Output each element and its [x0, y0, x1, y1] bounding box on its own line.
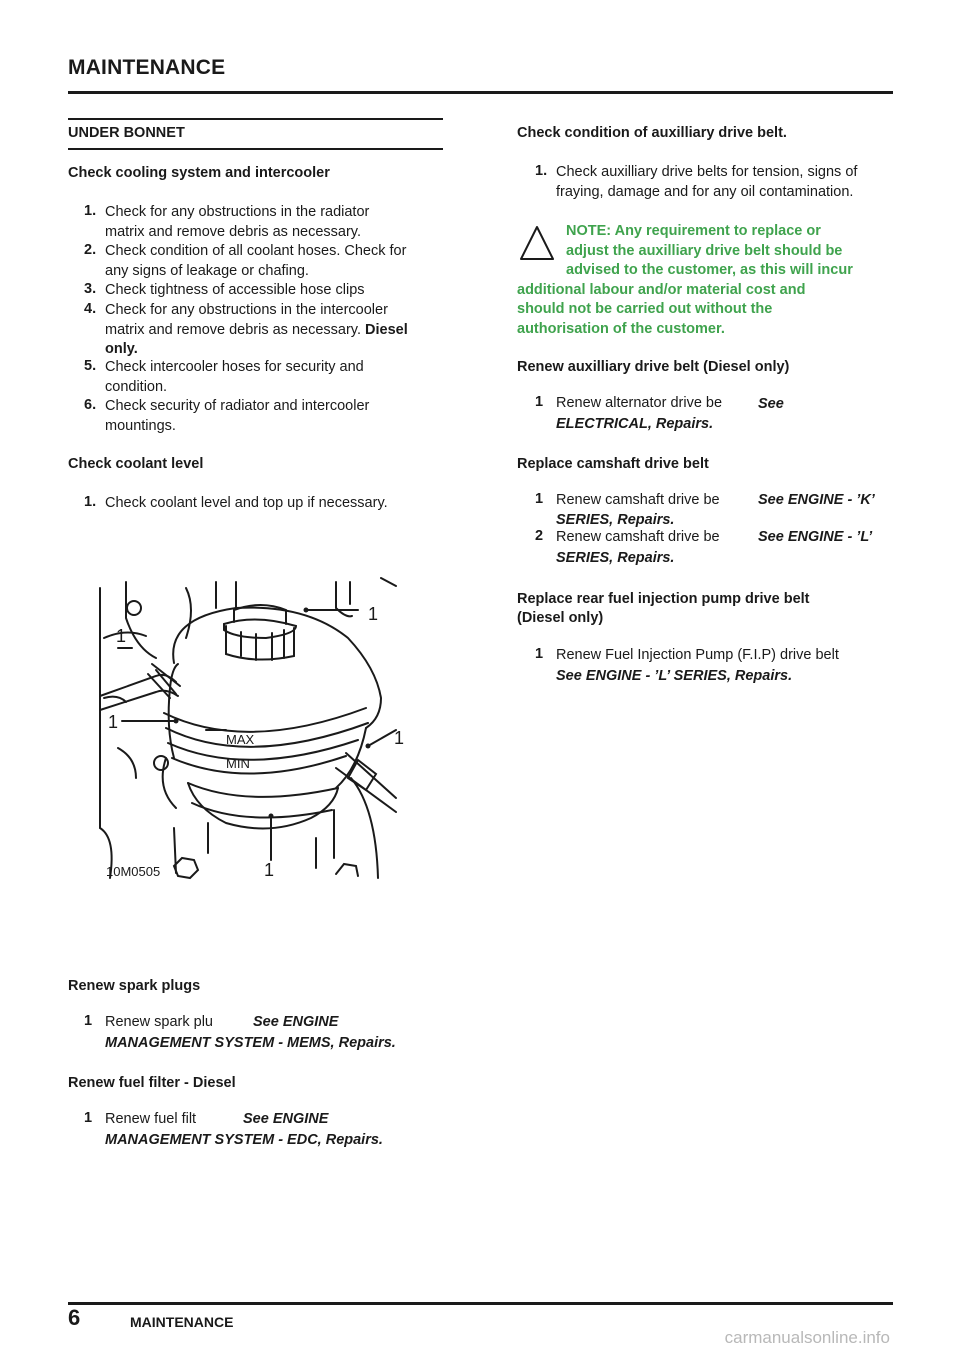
cooling-item-text [105, 242, 406, 281]
camshaft-item-ref: See ENGINE - ’K’ [758, 492, 875, 508]
note-line: authorisation of the customer. [517, 320, 725, 337]
aux-check-num: 1. [535, 163, 548, 179]
note-line: adjust the auxilliary drive belt should be [566, 242, 843, 259]
fuel-pump-item [517, 644, 897, 666]
fuel-pump-heading [517, 590, 810, 628]
cooling-item-line [105, 321, 408, 341]
note-block [517, 222, 853, 339]
aux-check-line: fraying, damage and for any oil contamination. [556, 183, 854, 200]
callout-1-bottom: 1 [264, 860, 275, 880]
note-line: advised to the customer, as this will incur [566, 262, 853, 278]
diesel-only-label: only. [105, 341, 138, 357]
aux-check-text [556, 163, 857, 202]
aux-check-line: Check auxilliary drive belts for tension, signs of [556, 164, 858, 180]
fuel-item-num: 1 [84, 1110, 93, 1126]
section-rule-top [68, 118, 443, 120]
spark-item [68, 1011, 448, 1030]
callout-1-left-top: 1 [116, 626, 127, 646]
cooling-item-num: 3. [84, 281, 97, 297]
fuel-item [68, 1108, 448, 1127]
cooling-item-line-text: matrix and remove debris as necessary. [105, 321, 362, 338]
cooling-item-num: 5. [84, 358, 97, 374]
coolant-item-text: Check coolant level and top up if necessary. [105, 495, 388, 511]
camshaft-item-ref-line2: SERIES, Repairs. [556, 512, 675, 528]
cooling-heading: Check cooling system and intercooler [68, 165, 330, 181]
aux-renew-heading: Renew auxilliary drive belt (Diesel only) [517, 359, 790, 375]
diesel-label: Diesel [365, 321, 408, 338]
camshaft-item-num: 1 [535, 491, 544, 507]
camshaft-item-2 [517, 526, 897, 548]
camshaft-item-ref: See ENGINE - ’L’ [758, 529, 873, 545]
fuel-heading: Renew fuel filter - Diesel [68, 1075, 236, 1091]
section-rule-bottom [68, 148, 443, 150]
page-header-title: MAINTENANCE [68, 56, 226, 79]
cooling-item-text [105, 397, 369, 436]
aux-renew-num: 1 [535, 394, 544, 410]
cooling-item-line: Check for any obstructions in the radiator [105, 204, 370, 220]
cooling-item-text [105, 203, 369, 242]
cooling-item-text [105, 281, 365, 301]
cooling-item-line: condition. [105, 378, 168, 395]
camshaft-item-text: Renew camshaft drive be [556, 492, 720, 508]
spark-item-num: 1 [84, 1013, 93, 1029]
aux-renew-text: Renew alternator drive be [556, 395, 723, 411]
camshaft-item-num: 2 [535, 528, 544, 544]
cooling-item-line: matrix and remove debris as necessary. [105, 223, 362, 240]
min-label: MIN [226, 756, 250, 771]
cooling-item-line: Check for any obstructions in the intercooler [105, 302, 388, 318]
cooling-item-num: 4. [84, 301, 97, 317]
fuel-pump-text: Renew Fuel Injection Pump (F.I.P) drive belt [556, 647, 839, 663]
fuel-pump-num: 1 [535, 646, 544, 662]
spark-item-ref-line2: MANAGEMENT SYSTEM - MEMS, Repairs. [105, 1035, 396, 1051]
fuel-pump-heading-line: Replace rear fuel injection pump drive belt [517, 591, 810, 607]
cooling-item-line: any signs of leakage or chafing. [105, 262, 309, 279]
spark-item-ref: See ENGINE [253, 1014, 339, 1030]
fuel-item-ref-line2: MANAGEMENT SYSTEM - EDC, Repairs. [105, 1132, 383, 1148]
camshaft-heading: Replace camshaft drive belt [517, 456, 709, 472]
footer-label: MAINTENANCE [130, 1314, 234, 1330]
cooling-item-line: Check tightness of accessible hose clips [105, 282, 365, 298]
footer-rule [68, 1302, 893, 1305]
aux-renew-ref: See [758, 396, 784, 412]
section-title: UNDER BONNET [68, 125, 185, 141]
callout-1-right: 1 [394, 728, 405, 748]
max-label: MAX [226, 732, 255, 747]
cooling-item-line: Check security of radiator and intercooler [105, 398, 370, 414]
camshaft-item-1 [517, 489, 897, 511]
aux-check-heading: Check condition of auxilliary drive belt. [517, 125, 787, 141]
cooling-item-line: Check intercooler hoses for security and [105, 359, 364, 375]
cooling-item-text [105, 358, 364, 397]
spark-item-text: Renew spark plu [105, 1014, 213, 1030]
callout-1-cap: 1 [368, 604, 379, 624]
cooling-item-num: 6. [84, 397, 97, 413]
cooling-item-text [105, 301, 408, 360]
callout-1-left: 1 [108, 712, 119, 732]
spark-heading: Renew spark plugs [68, 978, 201, 994]
fuel-pump-heading-line: (Diesel only) [517, 610, 604, 626]
watermark: carmanualsonline.info [724, 1328, 890, 1347]
note-line: additional labour and/or material cost and [517, 281, 806, 298]
cooling-item-num: 1. [84, 203, 97, 219]
camshaft-item-ref-line2: SERIES, Repairs. [556, 550, 675, 566]
footer-page-number: 6 [68, 1305, 81, 1330]
note-line: NOTE: Any requirement to replace or [566, 223, 821, 239]
coolant-tank-figure [96, 578, 405, 880]
coolant-item-num: 1. [84, 494, 97, 510]
cooling-item-num: 2. [84, 242, 97, 258]
camshaft-item-text: Renew camshaft drive be [556, 529, 720, 545]
fuel-item-ref: See ENGINE [243, 1111, 329, 1127]
note-line: should not be carried out without the [517, 301, 773, 317]
fuel-pump-ref: See ENGINE - ’L’ SERIES, Repairs. [556, 668, 793, 684]
aux-renew-item [517, 392, 897, 414]
cooling-item-line: mountings. [105, 417, 176, 434]
aux-renew-ref-line2: ELECTRICAL, Repairs. [556, 416, 714, 432]
cooling-item-line: Check condition of all coolant hoses. Check for [105, 243, 407, 259]
figure-code: 10M0505 [106, 864, 161, 879]
fuel-item-text: Renew fuel filt [105, 1111, 197, 1127]
coolant-heading: Check coolant level [68, 456, 204, 472]
header-rule [68, 91, 893, 94]
